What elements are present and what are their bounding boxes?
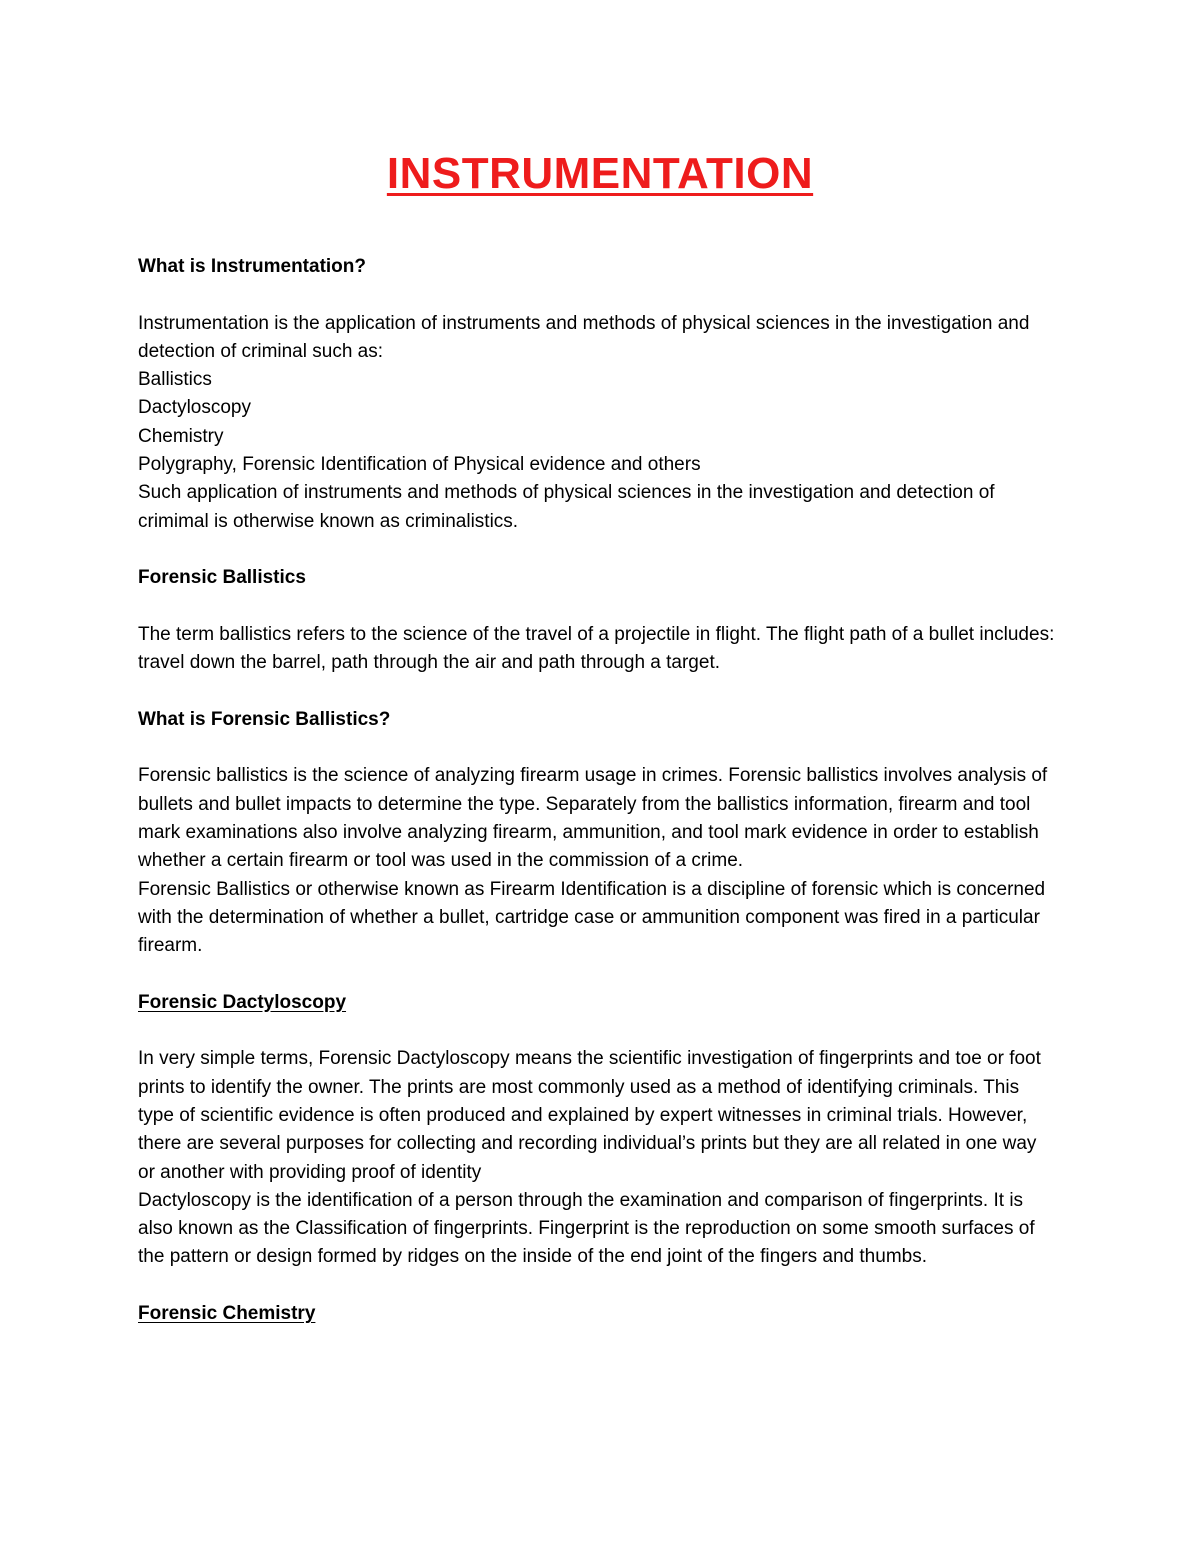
paragraph-dactyloscopy-2: Dactyloscopy is the identification of a person through the examination and comparison of fingerprints. It is also known as the Classification of fingerprints. Fingerprint is the reproduction on some smooth surfaces of the pattern or design formed by ridges on the inside of the end joint of the fingers and thumbs.: [138, 1189, 1035, 1268]
list-item-chemistry: Chemistry: [138, 425, 224, 447]
heading-what-is-instrumentation: What is Instrumentation?: [138, 256, 366, 277]
paragraph-instrumentation-outro: Such application of instruments and methods of physical sciences in the investigation and detection of crimimal is otherwise known as criminalistics.: [138, 482, 995, 532]
paragraph-dactyloscopy-1: In very simple terms, Forensic Dactyloscopy means the scientific investigation of fingerprints and toe or foot prints to identify the owner. The prints are most commonly used as a method of identifying criminals. This type of scientific evidence is often produced and explained by expert witnesses in criminal trials. However, there are several purposes for collecting and recording individual’s prints but they are all related in one way or another with providing proof of identity: [138, 1048, 1041, 1183]
document-title: INSTRUMENTATION: [386, 149, 814, 198]
list-item-dactyloscopy: Dactyloscopy: [138, 397, 251, 419]
list-item-polygraphy: Polygraphy, Forensic Identification of Physical evidence and others: [138, 454, 701, 476]
document-body: [138, 253, 1058, 1328]
paragraph-forensic-ballistics-1: Forensic ballistics is the science of analyzing firearm usage in crimes. Forensic ballistics involves analysis of bullets and bullet impacts to determine the type. Separately from the ballistics information, firearm and tool mark examinations also involve analyzing firearm, ammunition, and tool mark evidence in order to establish whether a certain firearm or tool was used in the commission of a crime.: [138, 765, 1048, 872]
heading-forensic-chemistry: Forensic Chemistry: [138, 1302, 316, 1324]
heading-forensic-ballistics: Forensic Ballistics: [138, 567, 306, 589]
heading-forensic-dactyloscopy: Forensic Dactyloscopy: [138, 991, 347, 1013]
paragraph-forensic-ballistics-2: Forensic Ballistics or otherwise known as Firearm Identification is a discipline of forensic which is concerned with the determination of whether a bullet, cartridge case or ammunition component was fired in a particular firearm.: [138, 878, 1046, 957]
paragraph-ballistics-definition: The term ballistics refers to the science of the travel of a projectile in flight. The flight path of a bullet includes: travel down the barrel, path through the air and path through a target.: [138, 623, 1055, 674]
list-item-ballistics: Ballistics: [138, 369, 212, 391]
paragraph-instrumentation-intro: Instrumentation is the application of instruments and methods of physical sciences in the investigation and detection of criminal such as:: [138, 312, 1030, 362]
heading-what-is-forensic-ballistics: What is Forensic Ballistics?: [138, 708, 391, 730]
